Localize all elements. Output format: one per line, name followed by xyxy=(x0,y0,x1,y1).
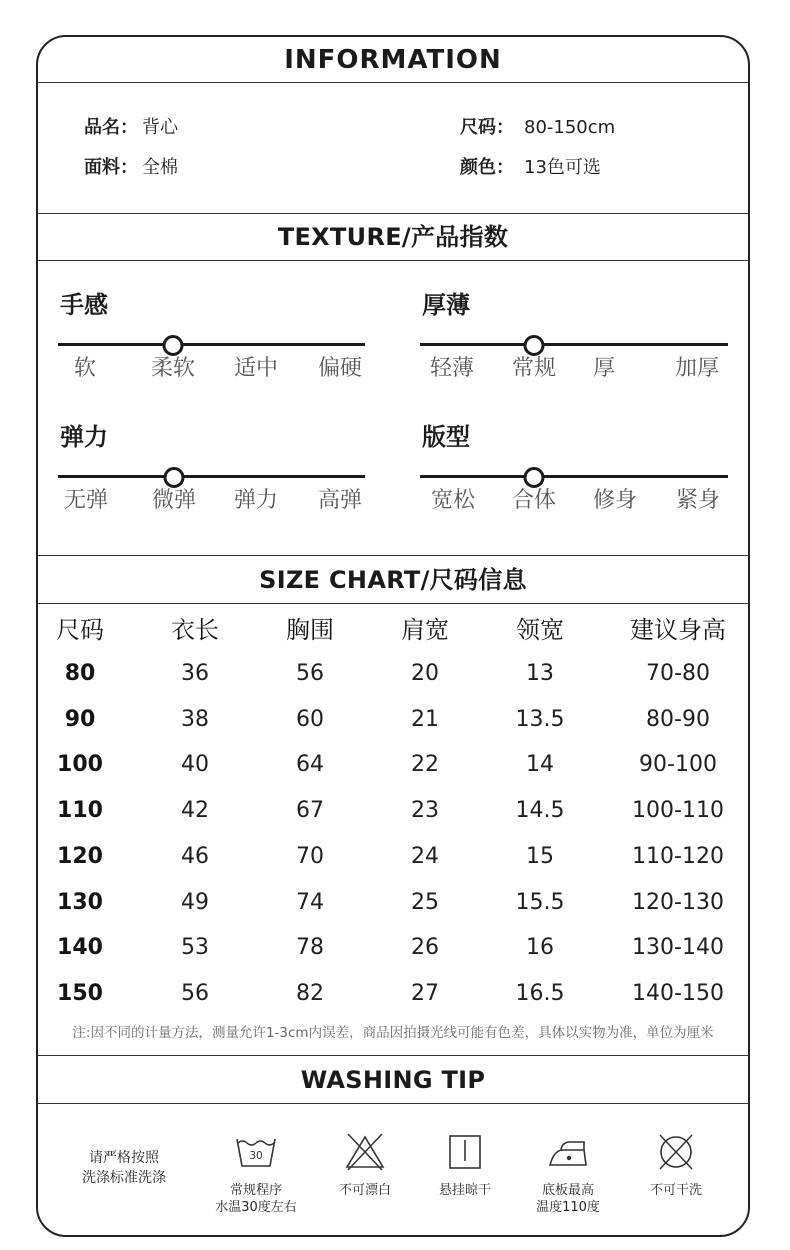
texture-scale-track xyxy=(420,343,728,346)
wash-label: 水温30度左右 xyxy=(215,1200,297,1215)
column-header: 肩宽 xyxy=(401,616,449,644)
texture-title: TEXTURE/产品指数 xyxy=(277,223,509,251)
table-cell: 78 xyxy=(296,935,324,960)
info-label: 颜色： xyxy=(460,157,514,178)
table-row xyxy=(38,797,748,825)
texture-option: 厚 xyxy=(592,356,616,381)
table-cell: 67 xyxy=(296,798,324,823)
table-cell: 21 xyxy=(411,707,439,732)
information-title: INFORMATION xyxy=(284,44,502,75)
table-cell: 15.5 xyxy=(515,890,565,915)
washing-intro xyxy=(82,1148,166,1188)
size-cell: 140 xyxy=(57,935,103,960)
table-cell: 64 xyxy=(296,752,324,777)
wash-item-no-dry-clean xyxy=(621,1132,731,1199)
washing-title: WASHING TIP xyxy=(300,1065,486,1094)
table-cell: 80-90 xyxy=(646,707,710,732)
wash-label: 常规程序 xyxy=(229,1183,282,1198)
table-cell: 24 xyxy=(411,844,439,869)
iron-low-icon xyxy=(546,1132,590,1172)
size-table xyxy=(38,604,748,1024)
table-cell: 16.5 xyxy=(515,981,565,1006)
washing-intro-line: 洗涤标准洗涤 xyxy=(82,1170,166,1186)
washing-intro-line: 请严格按照 xyxy=(89,1150,159,1166)
texture-scale-marker xyxy=(524,467,545,488)
texture-group-title: 版型 xyxy=(422,423,470,451)
texture-scale-track xyxy=(58,343,365,346)
info-label: 尺码： xyxy=(460,117,514,138)
table-cell: 23 xyxy=(411,798,439,823)
column-header: 尺码 xyxy=(56,616,104,644)
info-value: 80-150cm xyxy=(524,117,616,138)
table-cell: 40 xyxy=(181,752,209,777)
table-cell: 70 xyxy=(296,844,324,869)
size-cell: 100 xyxy=(57,752,103,777)
table-row xyxy=(38,751,748,779)
size-chart-body xyxy=(38,604,748,1056)
texture-option: 无弹 xyxy=(63,488,109,513)
size-cell: 90 xyxy=(64,707,96,732)
info-value: 13色可选 xyxy=(524,157,601,178)
size-cell: 110 xyxy=(57,798,103,823)
table-row xyxy=(38,660,748,688)
texture-option: 高弹 xyxy=(317,488,363,513)
table-cell: 26 xyxy=(411,935,439,960)
no-dry-clean-icon xyxy=(654,1132,698,1172)
table-cell: 14 xyxy=(526,752,554,777)
texture-group-fit xyxy=(420,424,730,524)
size-cell: 120 xyxy=(57,844,103,869)
table-row xyxy=(38,934,748,962)
info-value: 全棉 xyxy=(142,157,178,178)
table-cell: 70-80 xyxy=(646,661,710,686)
table-cell: 14.5 xyxy=(515,798,565,823)
table-cell: 25 xyxy=(411,890,439,915)
table-cell: 100-110 xyxy=(632,798,724,823)
wash-30-icon xyxy=(234,1132,278,1172)
table-cell: 53 xyxy=(181,935,209,960)
texture-header xyxy=(38,214,748,261)
wash-item-no-bleach xyxy=(310,1132,420,1199)
wash-item-line-dry xyxy=(410,1132,520,1199)
column-header: 胸围 xyxy=(286,616,334,644)
table-cell: 38 xyxy=(181,707,209,732)
texture-group-title: 手感 xyxy=(60,291,108,319)
table-cell: 140-150 xyxy=(632,981,724,1006)
texture-option: 常规 xyxy=(511,356,557,381)
washing-body xyxy=(38,1104,748,1235)
texture-scale-track xyxy=(58,475,365,478)
washing-header xyxy=(38,1056,748,1104)
wash-label: 底板最高 xyxy=(541,1183,594,1198)
table-cell: 13 xyxy=(526,661,554,686)
table-cell: 56 xyxy=(296,661,324,686)
table-row xyxy=(38,843,748,871)
table-cell: 15 xyxy=(526,844,554,869)
texture-option: 柔软 xyxy=(150,356,196,381)
texture-option: 宽松 xyxy=(430,488,476,513)
column-header: 建议身高 xyxy=(630,616,726,644)
texture-scale-marker xyxy=(524,335,545,356)
table-cell: 27 xyxy=(411,981,439,1006)
wash-label: 不可干洗 xyxy=(649,1183,702,1198)
size-chart-title: SIZE CHART/尺码信息 xyxy=(259,565,527,594)
texture-option: 合体 xyxy=(511,488,557,513)
table-header-row xyxy=(38,616,748,644)
texture-option: 适中 xyxy=(233,356,279,381)
table-cell: 110-120 xyxy=(632,844,724,869)
size-cell: 80 xyxy=(64,661,96,686)
product-info-card xyxy=(36,35,750,1237)
table-cell: 74 xyxy=(296,890,324,915)
table-cell: 42 xyxy=(181,798,209,823)
info-label: 面料： xyxy=(84,157,138,178)
no-bleach-icon xyxy=(343,1132,387,1172)
texture-scale-marker xyxy=(163,335,184,356)
information-header xyxy=(38,37,748,83)
table-cell: 56 xyxy=(181,981,209,1006)
table-cell: 130-140 xyxy=(632,935,724,960)
wash-label: 悬挂晾干 xyxy=(438,1183,491,1198)
texture-scale-marker xyxy=(164,467,185,488)
size-cell: 130 xyxy=(57,890,103,915)
texture-scale-track xyxy=(420,475,728,478)
table-row xyxy=(38,889,748,917)
table-cell: 90-100 xyxy=(639,752,717,777)
column-header: 衣长 xyxy=(171,616,219,644)
info-value: 背心 xyxy=(142,117,178,138)
table-cell: 120-130 xyxy=(632,890,724,915)
wash-temperature-text: 30 xyxy=(249,1150,263,1162)
texture-option: 偏硬 xyxy=(317,356,363,381)
table-row xyxy=(38,706,748,734)
texture-body xyxy=(38,261,748,556)
texture-group-thickness xyxy=(420,292,730,392)
info-item-fabric xyxy=(84,158,178,178)
size-chart-header xyxy=(38,556,748,604)
column-header: 领宽 xyxy=(516,616,564,644)
texture-option: 轻薄 xyxy=(429,356,475,381)
texture-option: 软 xyxy=(73,356,97,381)
texture-option: 紧身 xyxy=(675,488,721,513)
texture-option: 弹力 xyxy=(233,488,279,513)
table-cell: 46 xyxy=(181,844,209,869)
texture-group-hand-feel xyxy=(58,292,368,392)
wash-item-iron xyxy=(513,1132,623,1216)
table-cell: 49 xyxy=(181,890,209,915)
info-label: 品名： xyxy=(84,117,138,138)
wash-label: 温度110度 xyxy=(536,1200,600,1215)
table-cell: 20 xyxy=(411,661,439,686)
table-row xyxy=(38,980,748,1008)
table-cell: 16 xyxy=(526,935,554,960)
wash-label: 不可漂白 xyxy=(338,1183,391,1198)
table-cell: 36 xyxy=(181,661,209,686)
table-cell: 22 xyxy=(411,752,439,777)
information-body xyxy=(38,83,748,214)
measurement-note: 注:因不同的计量方法，测量允许1-3cm内误差，商品因拍摄光线可能有色差，具体以实物为准，单位为厘米 xyxy=(72,1025,714,1041)
wash-item-machine-wash xyxy=(201,1132,311,1216)
info-item-product-name xyxy=(84,118,178,138)
info-item-size-range xyxy=(460,118,615,138)
texture-group-title: 弹力 xyxy=(60,423,108,451)
texture-group-elasticity xyxy=(58,424,368,524)
line-dry-icon xyxy=(443,1132,487,1172)
table-cell: 60 xyxy=(296,707,324,732)
table-cell: 13.5 xyxy=(515,707,565,732)
texture-option: 微弹 xyxy=(151,488,197,513)
table-cell: 82 xyxy=(296,981,324,1006)
info-item-colors xyxy=(460,158,601,178)
texture-group-title: 厚薄 xyxy=(422,291,470,319)
size-cell: 150 xyxy=(57,981,103,1006)
texture-option: 修身 xyxy=(592,488,638,513)
texture-option: 加厚 xyxy=(674,356,720,381)
